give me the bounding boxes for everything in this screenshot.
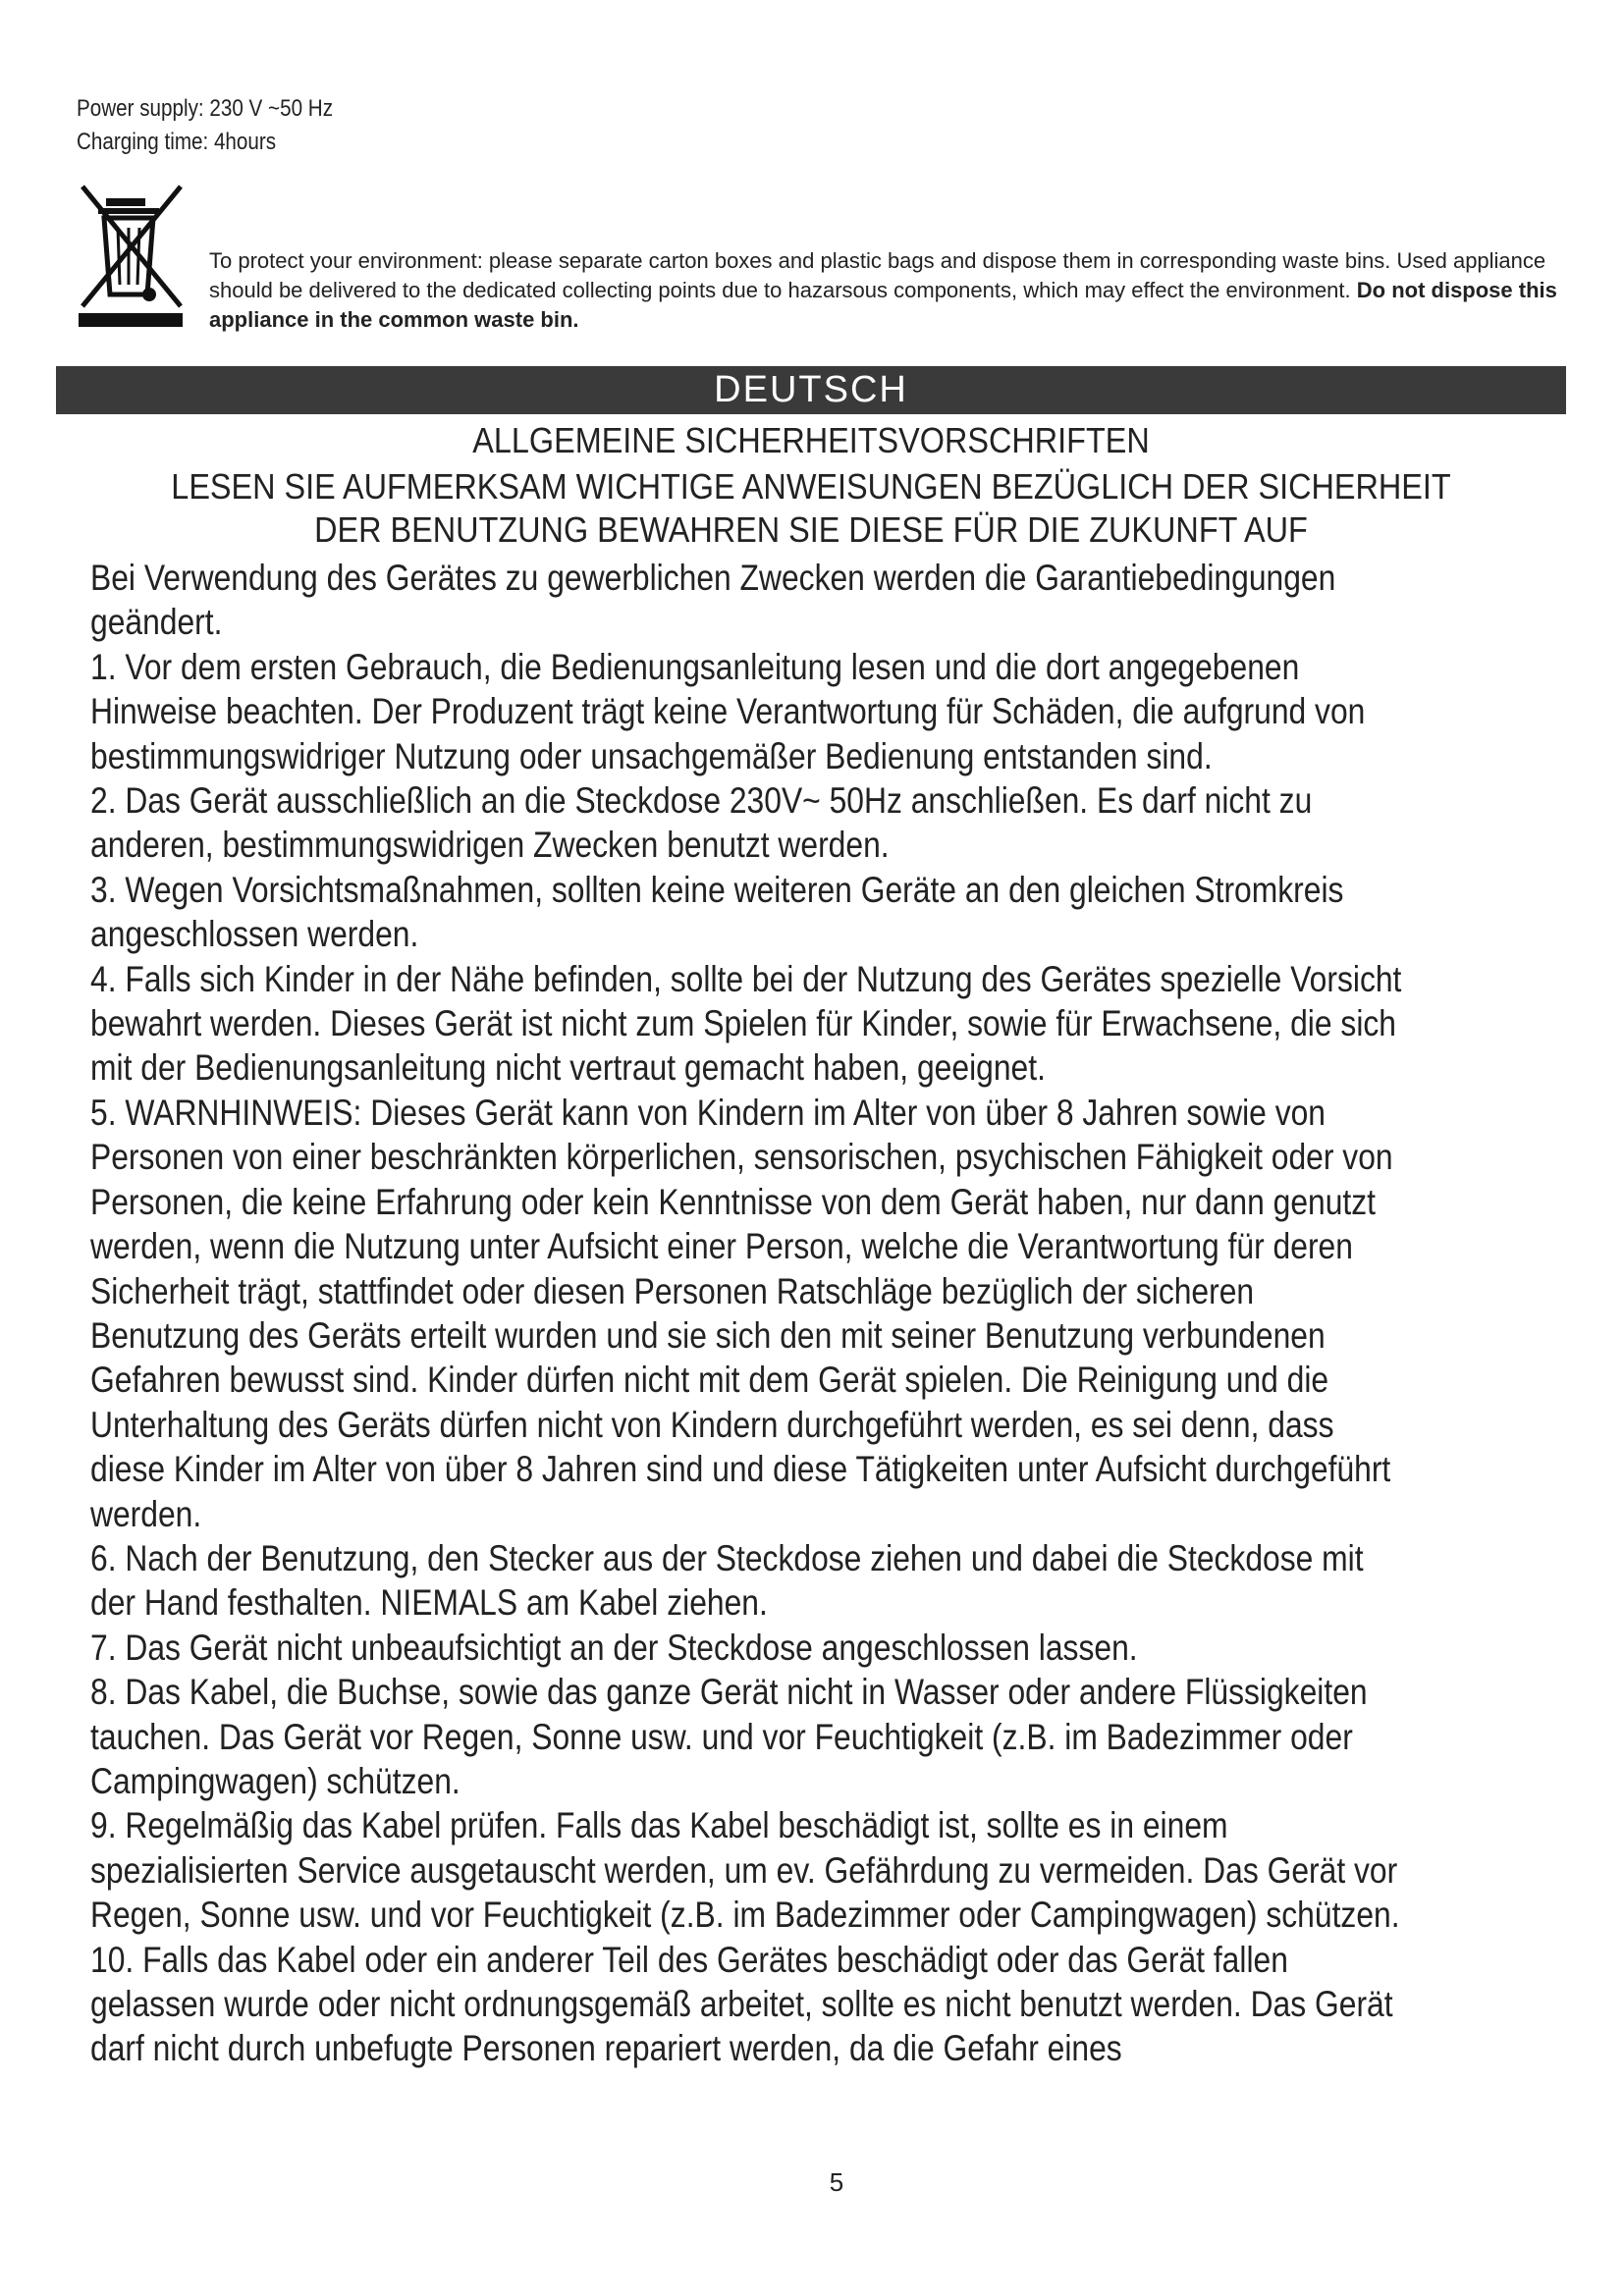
instruction-item: 3. Wegen Vorsichtsmaßnahmen, sollten keine weiteren Geräte an den gleichen Stromkreis angeschlossen werden. (90, 869, 1344, 955)
section-subtitle-line1: LESEN SIE AUFMERKSAM WICHTIGE ANWEISUNGEN BEZÜGLICH DER SICHERHEIT (171, 466, 1451, 507)
environment-warning: Do not dispose this appliance in the common waste bin. (209, 278, 1557, 332)
language-title: DEUTSCH (714, 369, 908, 410)
power-supply-spec: Power supply: 230 V ~50 Hz (77, 95, 334, 122)
crossed-out-wheelie-bin-icon (77, 179, 187, 331)
instruction-item: 9. Regelmäßig das Kabel prüfen. Falls das Kabel beschädigt ist, sollte es in einem spezialisierten Service ausgetauscht werden, um ev. Gefährdung zu vermeiden. Das Gerät vor Regen, Sonne usw. und vor Feuchtigkeit (z.B. im Badezimmer oder Campingwagen) schützen. (90, 1805, 1400, 1936)
instruction-item: 2. Das Gerät ausschließlich an die Steckdose 230V~ 50Hz anschließen. Es darf nicht zu anderen, bestimmungswidrigen Zwecken benutzt werden. (90, 780, 1313, 866)
instruction-item: 7. Das Gerät nicht unbeaufsichtigt an der Steckdose angeschlossen lassen. (90, 1627, 1138, 1668)
instruction-item: 4. Falls sich Kinder in der Nähe befinden, sollte bei der Nutzung des Gerätes spezielle Vorsicht bewahrt werden. Dieses Gerät ist nicht zum Spielen für Kinder, sowie für Erwachsene, die sich mit der Bedienungsanleitung nicht vertraut gemacht haben, geeignet. (90, 958, 1402, 1089)
instruction-item: 1. Vor dem ersten Gebrauch, die Bedienungsanleitung lesen und die dort angegebenen Hinweise beachten. Der Produzent trägt keine Verantwortung für Schäden, die aufgrund von bestimmungswidriger Nutzung oder unsachgemäßer Bedienung entstanden sind. (90, 646, 1366, 776)
environment-notice (209, 246, 1574, 335)
language-section-bar (56, 366, 1566, 414)
section-title: ALLGEMEINE SICHERHEITSVORSCHRIFTEN (472, 420, 1150, 460)
instruction-item: 8. Das Kabel, die Buchse, sowie das ganze Gerät nicht in Wasser oder andere Flüssigkeiten tauchen. Das Gerät vor Regen, Sonne usw. und vor Feuchtigkeit (z.B. im Badezimmer oder Campingwagen) schützen. (90, 1672, 1368, 1801)
instruction-item: 5. WARNHINWEIS: Dieses Gerät kann von Kindern im Alter von über 8 Jahren sowie von Personen von einer beschränkten körperlichen, sensorischen, psychischen Fähigkeit oder von Personen, die keine Erfahrung oder kein Kenntnisse von dem Gerät haben, nur dann genutzt werden, wenn die Nutzung unter Aufsicht einer Person, welche die Verantwortung für deren Sicherheit trägt, stattfindet oder diesen Personen Ratschläge bezüglich der sicheren Benutzung des Geräts erteilt wurden und sie sich den mit seiner Benutzung verbundenen Gefahren bewusst sind. Kinder dürfen nicht mit dem Gerät spielen. Die Reinigung und die Unterhaltung des Geräts dürfen nicht von Kindern durchgeführt werden, es sei denn, dass diese Kinder im Alter von über 8 Jahren sind und diese Tätigkeiten unter Aufsicht durchgeführt werden. (90, 1092, 1393, 1534)
safety-instructions (90, 556, 1408, 2071)
charging-time-spec: Charging time: 4hours (77, 129, 277, 155)
instruction-item: 6. Nach der Benutzung, den Stecker aus der Steckdose ziehen und dabei die Steckdose mit der Hand festhalten. NIEMALS am Kabel ziehen. (90, 1537, 1364, 1624)
environment-text: To protect your environment: please separate carton boxes and plastic bags and dispose them in corresponding waste bins. Used appliance should be delivered to the dedicated collecting points due to hazarsous components, which may effect the environment. (209, 248, 1546, 302)
intro-paragraph: Bei Verwendung des Gerätes zu gewerblichen Zwecken werden die Garantiebedingungen geändert. (90, 558, 1336, 643)
page-number: 5 (829, 2167, 844, 2197)
instruction-item: 10. Falls das Kabel oder ein anderer Teil des Gerätes beschädigt oder das Gerät fallen gelassen wurde oder nicht ordnungsgemäß arbeitet, sollte es nicht benutzt werden. Das Gerät darf nicht durch unbefugte Personen repariert werden, da die Gefahr eines (90, 1939, 1393, 2069)
section-subtitle-line2: DER BENUTZUNG BEWAHREN SIE DIESE FÜR DIE ZUKUNFT AUF (314, 509, 1308, 550)
